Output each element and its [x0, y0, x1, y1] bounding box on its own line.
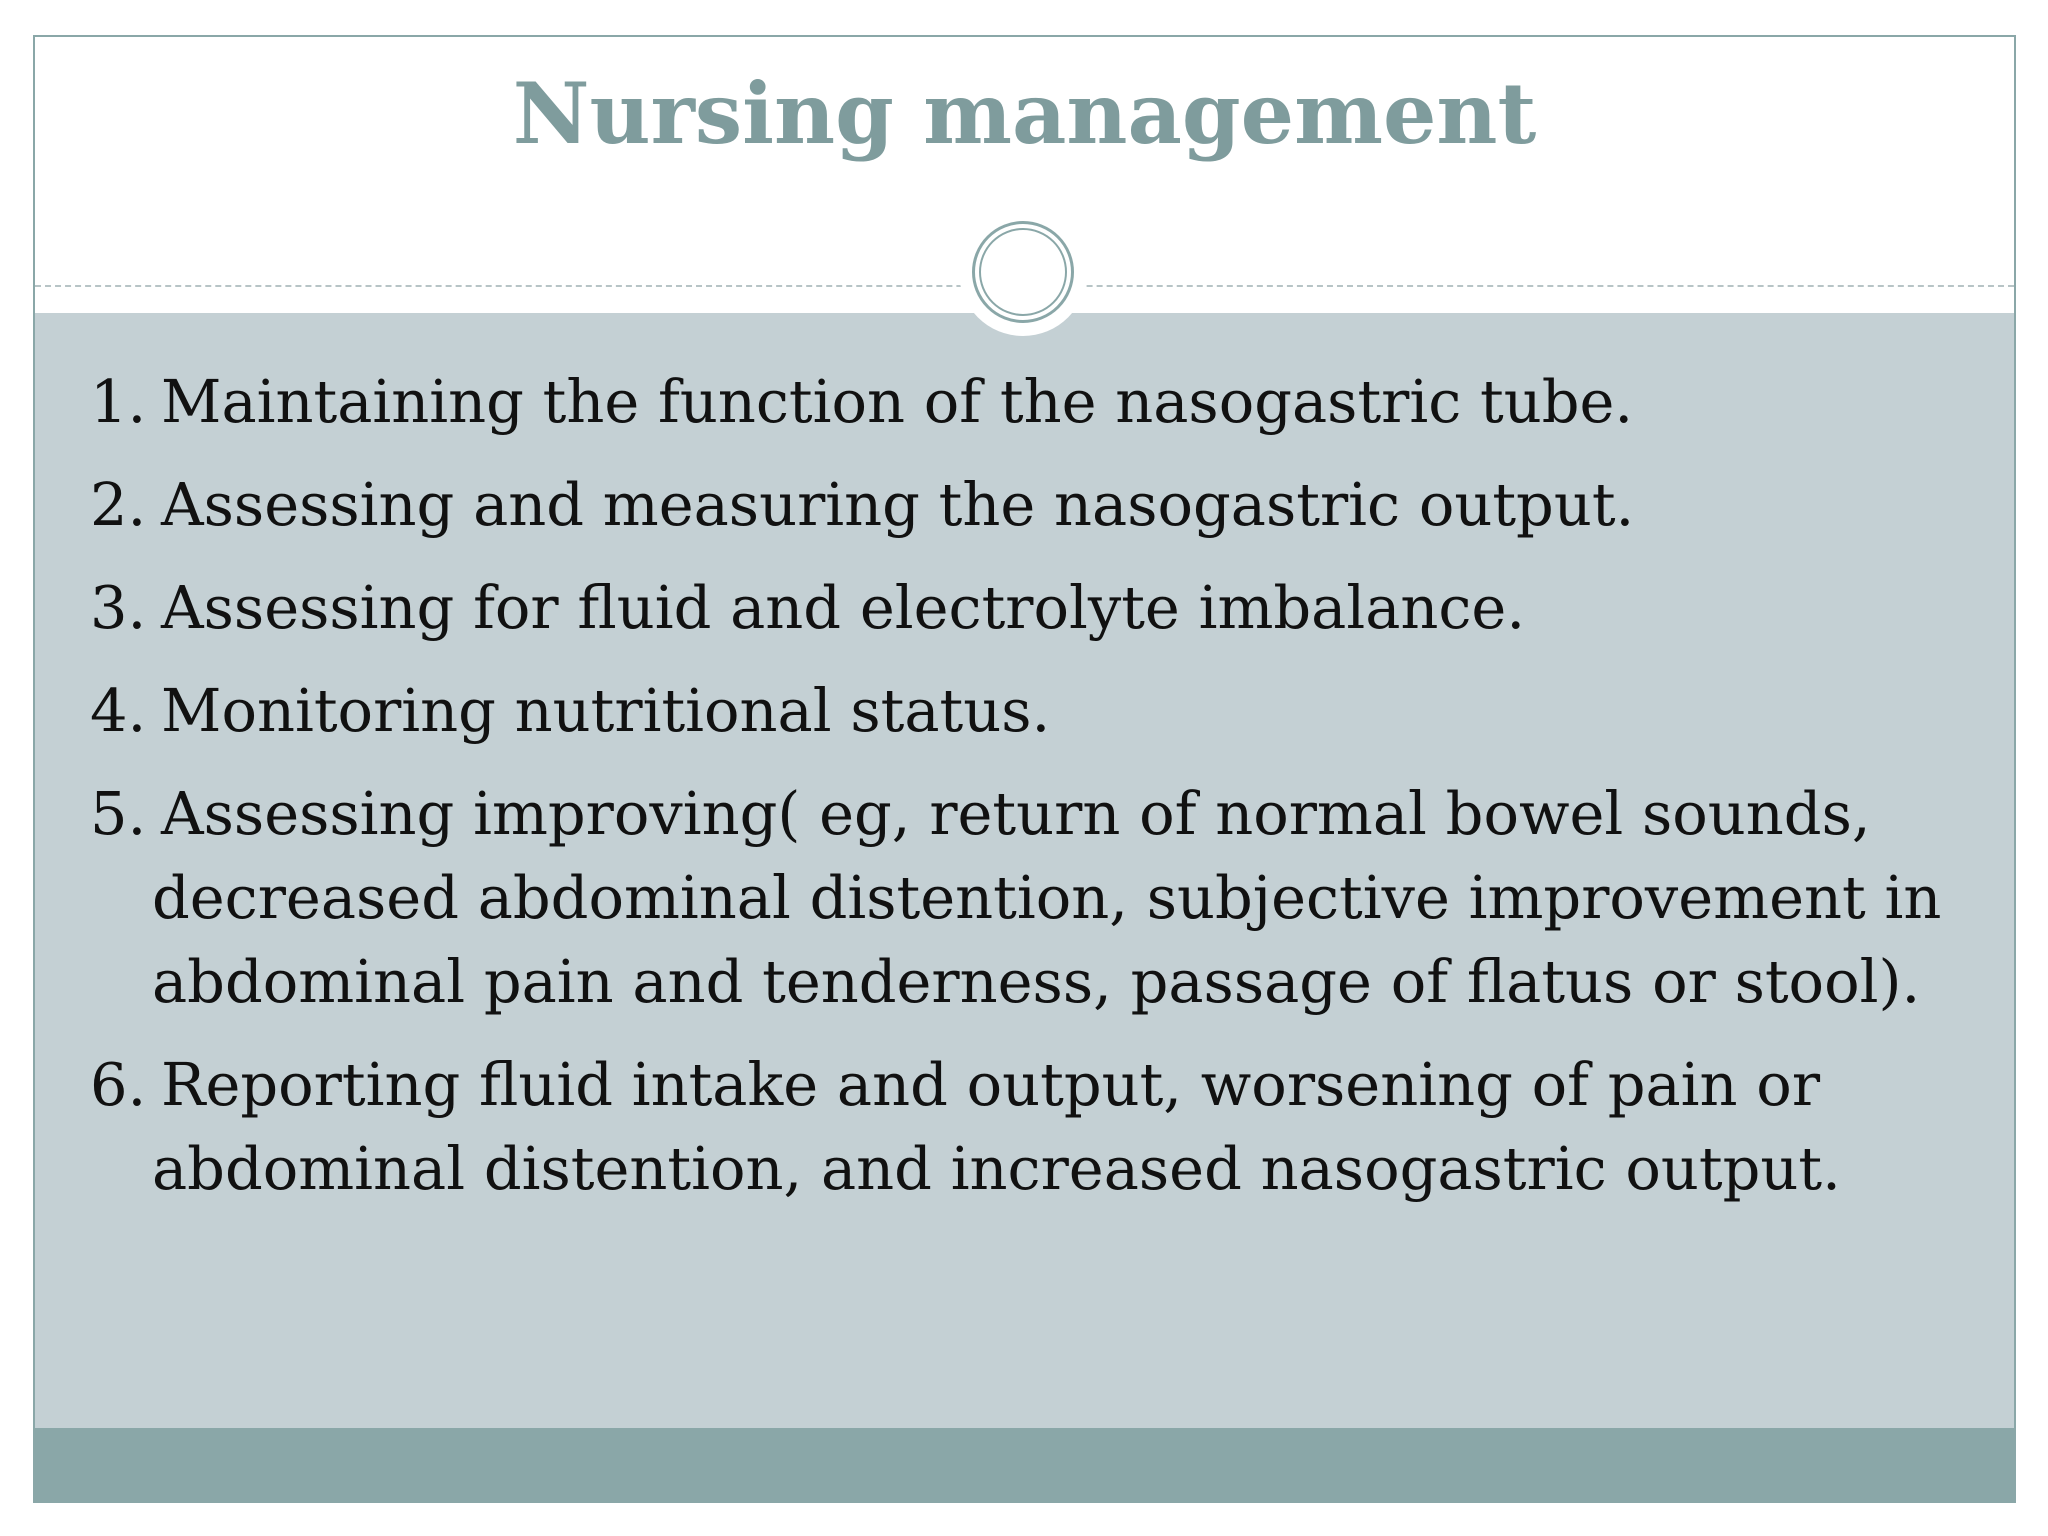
list-item-number: 3. — [90, 573, 147, 642]
list-item — [90, 772, 1980, 1024]
footer-band — [35, 1428, 2014, 1501]
list-item — [90, 669, 1980, 753]
list-item — [90, 463, 1980, 547]
slide — [33, 35, 2016, 1503]
list-item-number: 1. — [90, 367, 147, 436]
nursing-management-list — [90, 360, 1980, 1230]
list-item — [90, 1043, 1980, 1211]
list-item-text: Assessing improving( eg, return of normal bowel sounds, decreased abdominal distention, subjective improvement in abdominal pain and tenderness, passage of flatus or stool). — [152, 779, 1942, 1016]
list-item-text: Assessing for fluid and electrolyte imbalance. — [161, 573, 1526, 642]
list-item-number: 2. — [90, 470, 147, 539]
slide-title: Nursing management — [512, 64, 1537, 163]
list-item — [90, 566, 1980, 650]
list-item-text: Maintaining the function of the nasogastric tube. — [161, 367, 1634, 436]
divider-circle-ornament — [972, 221, 1074, 323]
list-item-number: 4. — [90, 676, 147, 745]
list-item-number: 6. — [90, 1050, 147, 1119]
list-item-text: Assessing and measuring the nasogastric output. — [161, 470, 1635, 539]
list-item-text: Monitoring nutritional status. — [161, 676, 1051, 745]
list-item-number: 5. — [90, 779, 147, 848]
list-item-text: Reporting fluid intake and output, worsening of pain or abdominal distention, and increased nasogastric output. — [152, 1050, 1841, 1203]
list-item — [90, 360, 1980, 444]
